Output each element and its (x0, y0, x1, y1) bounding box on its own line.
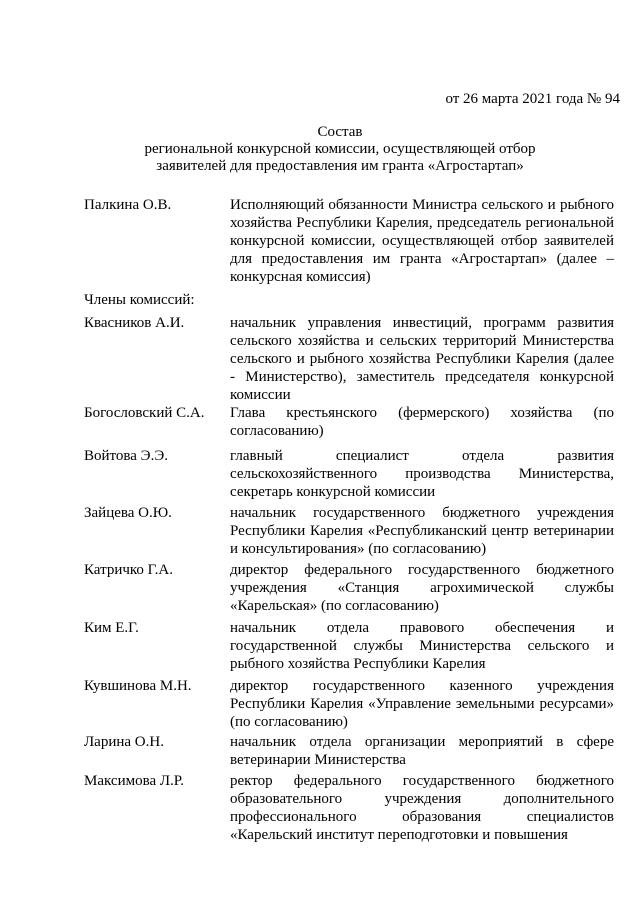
member-name: Богословский С.А. (84, 405, 205, 421)
member-description: начальник отдела организации мероприятий в сфере ветеринарии Министерства (230, 734, 614, 768)
member-name: Квасников А.И. (84, 315, 185, 331)
member-description: начальник отдела правового обеспечения и государственной службы Министерства сельского и рыбного хозяйства Республики Карелия (230, 620, 614, 672)
member-name: Зайцева О.Ю. (84, 505, 172, 521)
member-description: ректор федерального государственного бюджетного образовательного учреждения дополнительного профессионального образования специалистов «Карельский институт переподготовки и повышения (230, 773, 614, 843)
member-description: Глава крестьянского (фермерского) хозяйства (по согласованию) (230, 405, 614, 439)
member-name: Кувшинова М.Н. (84, 678, 192, 694)
member-name: Максимова Л.Р. (84, 773, 185, 789)
member-name: Катричко Г.А. (84, 562, 173, 578)
title-line-1: Состав (317, 124, 363, 140)
title-line-2: региональной конкурсной комиссии, осуществляющей отбор (144, 141, 536, 157)
member-description: Исполняющий обязанности Министра сельского и рыбного хозяйства Республики Карелия, председатель региональной конкурсной комиссии, осуществляющей отбор заявителей для предоставления им гранта «Агростартап» (далее – конкурсная комиссия) (230, 197, 614, 285)
member-name: Палкина О.В. (84, 197, 172, 213)
member-description: директор федерального государственного бюджетного учреждения «Станция агрохимической службы «Карельская» (по согласованию) (230, 562, 614, 614)
member-name: Войтова Э.Э. (84, 448, 168, 464)
member-description: директор государственного казенного учреждения Республики Карелия «Управление земельными ресурсами» (по согласованию) (230, 678, 614, 730)
document-title (120, 124, 560, 175)
member-description: главный специалист отдела развития сельскохозяйственного производства Министерства, секретарь конкурсной комиссии (230, 448, 614, 500)
member-description: начальник управления инвестиций, программ развития сельского хозяйства и сельских территорий Министерства сельского и рыбного хозяйства Республики Карелия (далее - Министерство), заместитель председателя конкурсной комиссии (230, 315, 614, 403)
decree-date: от 26 марта 2021 года № 94 (445, 91, 620, 107)
member-description: начальник государственного бюджетного учреждения Республики Карелия «Республиканский центр ветеринарии и консультирования» (по согласованию) (230, 505, 614, 557)
title-line-3: заявителей для предоставления им гранта «Агростартап» (156, 158, 524, 174)
members-heading: Члены комиссий: (84, 292, 195, 308)
member-name: Ларина О.Н. (84, 734, 164, 750)
member-name: Ким Е.Г. (84, 620, 139, 636)
